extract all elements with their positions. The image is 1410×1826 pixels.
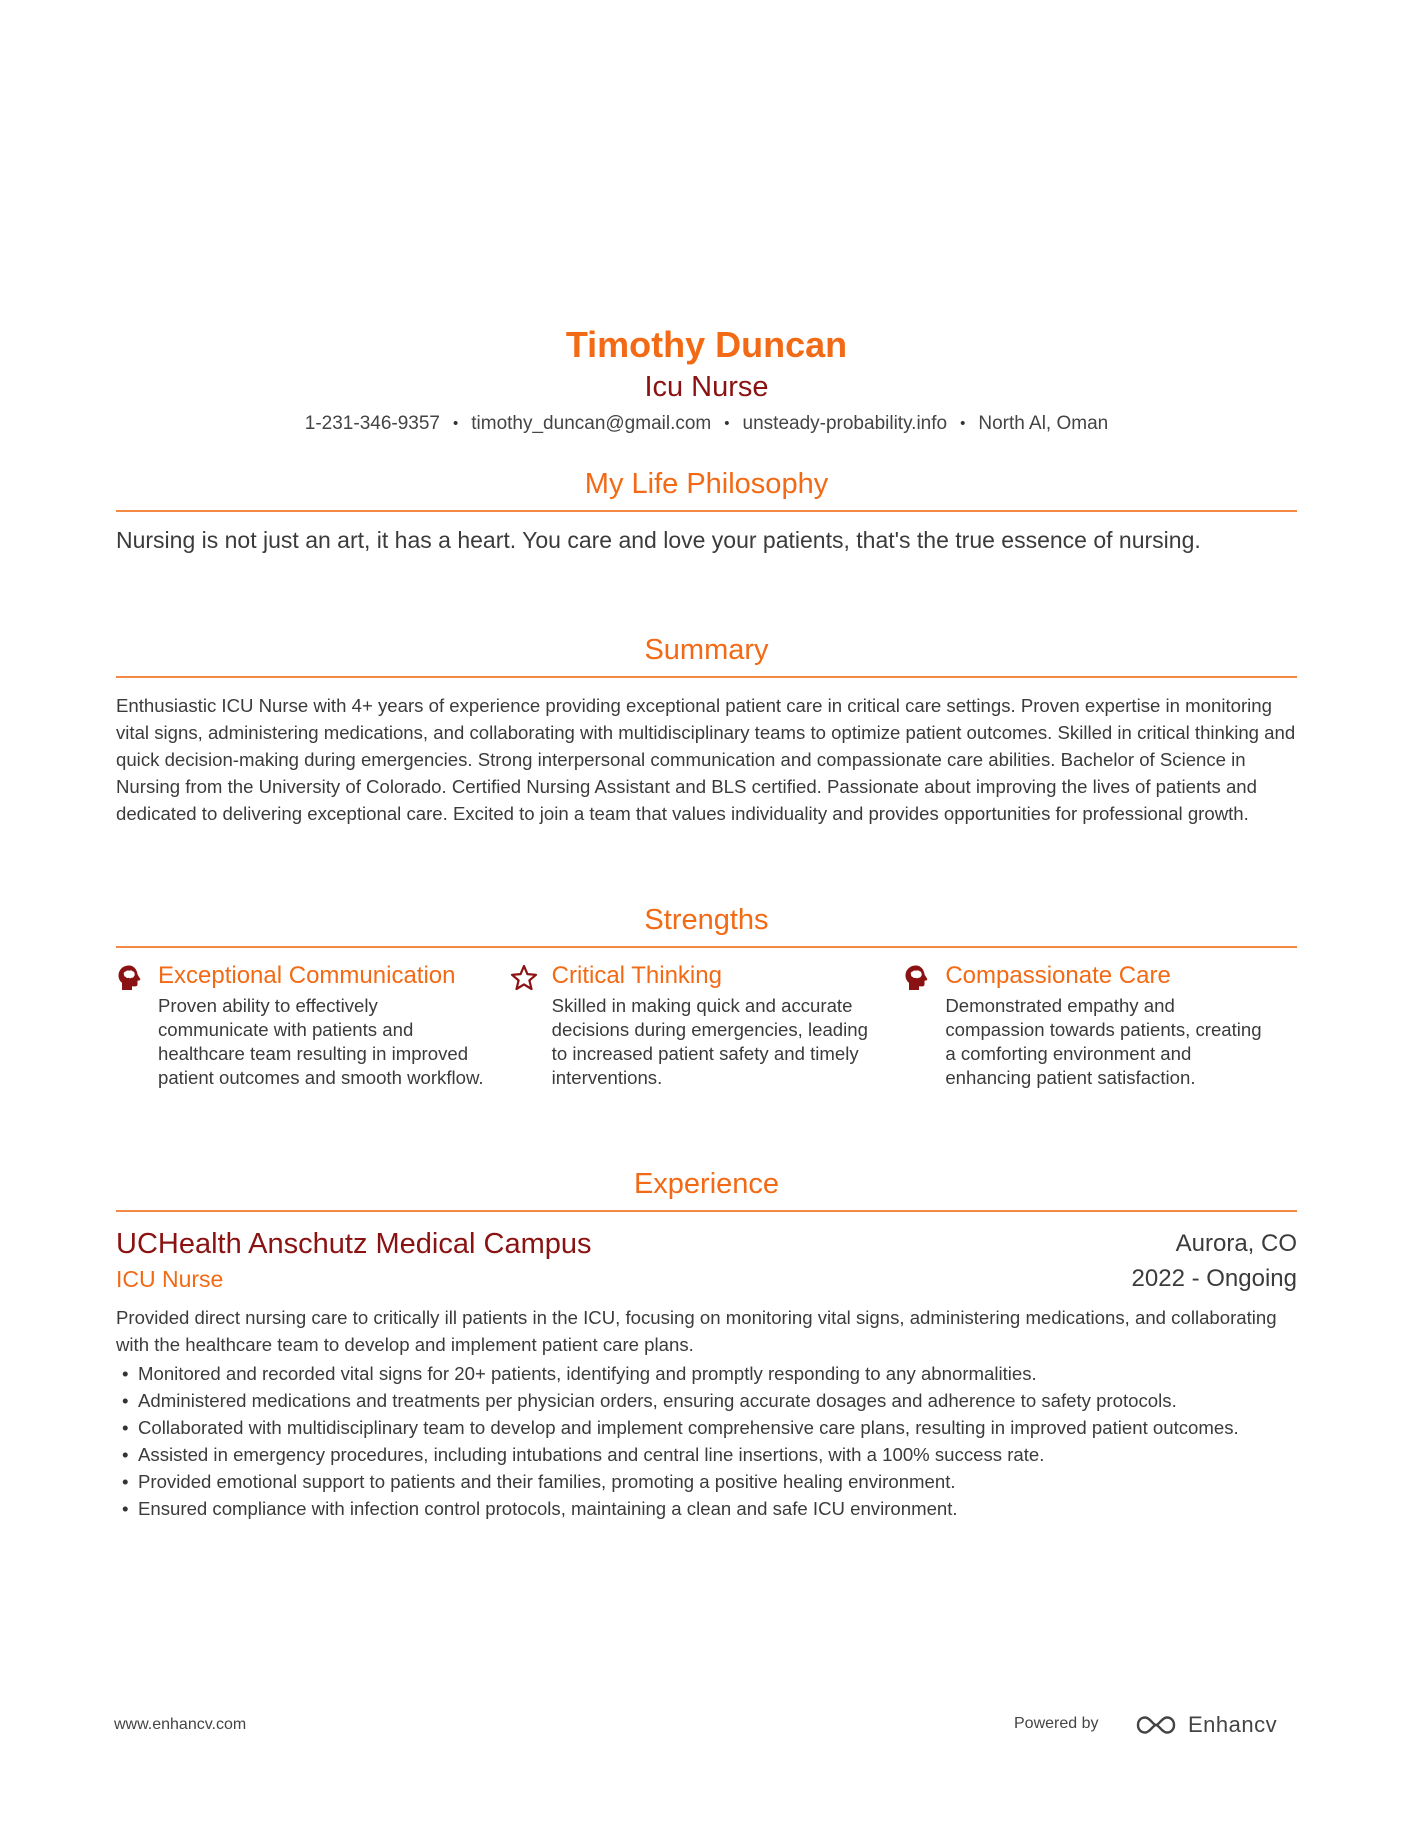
strength-title: Exceptional Communication [158, 962, 456, 989]
email[interactable]: timothy_duncan@gmail.com [471, 413, 712, 434]
list-item: • Administered medications and treatments per physician orders, ensuring accurate dosages and adherence to safety protocols. [116, 1387, 1297, 1414]
section-heading: Experience [633, 1168, 780, 1200]
brand-name: Enhancv [1188, 1712, 1278, 1737]
section-divider [116, 676, 1297, 678]
section-divider [116, 1210, 1297, 1212]
job-bullets [116, 1360, 1297, 1522]
candidate-title: Icu Nurse [644, 371, 769, 403]
section-summary [116, 632, 1297, 827]
strength-title: Critical Thinking [551, 962, 722, 989]
star-icon [510, 960, 552, 1090]
experience-subheader [116, 1264, 1297, 1294]
summary-text: Enthusiastic ICU Nurse with 4+ years of experience providing exceptional patient care in critical care settings. Proven expertise in monitoring vital signs, administering medications, and collaborating with multidisciplinary teams to optimize patient outcomes. Skilled in critical thinking and quick decision-making during emergencies. Strong interpersonal communication and compassionate care abilities. Bachelor of Science in Nursing from the University of Colorado. Certified Nursing Assistant and BLS certified. Passionate about improving the lives of patients and dedicated to delivering exceptional care. Excited to join a team that values individuality and provides opportunities for professional growth. [116, 695, 1296, 824]
head-brain-icon [903, 960, 945, 1090]
separator: • [724, 415, 730, 432]
website[interactable]: unsteady-probability.info [742, 413, 948, 434]
strength-body [552, 960, 882, 1090]
section-philosophy [116, 466, 1297, 555]
strength-description: Demonstrated empathy and compassion towards patients, creating a comforting environment and enhancing patient satisfaction. [945, 995, 1262, 1088]
section-heading: Strengths [644, 904, 769, 936]
list-item: • Provided emotional support to patients and their families, promoting a positive healing environment. [116, 1468, 1297, 1495]
section-heading: Summary [644, 634, 769, 666]
strength-item [510, 960, 904, 1090]
powered-by-label: Powered by [1014, 1715, 1099, 1732]
separator: • [452, 415, 459, 432]
location: North Al, Oman [978, 413, 1109, 434]
company-name: UCHealth Anschutz Medical Campus [116, 1228, 592, 1260]
strength-description: Proven ability to effectively communicate with patients and healthcare team resulting in improved patient outcomes and smooth workflow. [158, 995, 484, 1088]
list-item: • Monitored and recorded vital signs for 20+ patients, identifying and promptly responding to any abnormalities. [116, 1360, 1297, 1387]
section-heading: My Life Philosophy [584, 468, 829, 500]
section-divider [116, 946, 1297, 948]
page-footer [114, 1712, 1290, 1742]
list-item: • Assisted in emergency procedures, including intubations and central line insertions, with a 100% success rate. [116, 1441, 1297, 1468]
contact-line [116, 412, 1297, 437]
job-description: Provided direct nursing care to critically ill patients in the ICU, focusing on monitoring vital signs, administering medications, and collaborating with the healthcare team to develop and implement patient care plans. [116, 1307, 1277, 1355]
candidate-name: Timothy Duncan [565, 324, 848, 365]
footer-url[interactable]: www.enhancv.com [114, 1716, 247, 1733]
list-item: • Collaborated with multidisciplinary team to develop and implement comprehensive care plans, resulting in improved patient outcomes. [116, 1414, 1297, 1441]
list-item: • Ensured compliance with infection control protocols, maintaining a clean and safe ICU environment. [116, 1495, 1297, 1522]
strength-body [945, 960, 1275, 1090]
phone: 1-231-346-9357 [304, 413, 440, 434]
strength-description: Skilled in making quick and accurate decisions during emergencies, leading to increased patient safety and timely interventions. [551, 995, 868, 1088]
section-experience [116, 1166, 1297, 1522]
strength-title: Compassionate Care [945, 962, 1171, 989]
experience-header [116, 1226, 1297, 1262]
enhancv-logo[interactable] [1132, 1712, 1277, 1738]
strength-item [116, 960, 510, 1090]
resume-header [116, 322, 1297, 437]
separator: • [960, 415, 966, 432]
strength-item [903, 960, 1297, 1090]
section-strengths [116, 902, 1297, 1090]
section-divider [116, 510, 1297, 512]
infinity-logo-icon [1132, 1712, 1180, 1738]
head-brain-icon [116, 960, 158, 1090]
job-role: ICU Nurse [116, 1266, 224, 1292]
philosophy-text: Nursing is not just an art, it has a heart. You care and love your patients, that's the true essence of nursing. [116, 527, 1201, 553]
job-dates: 2022 - Ongoing [1131, 1265, 1297, 1292]
strengths-list [116, 960, 1297, 1090]
strength-body [158, 960, 488, 1090]
job-location: Aurora, CO [1175, 1230, 1297, 1257]
